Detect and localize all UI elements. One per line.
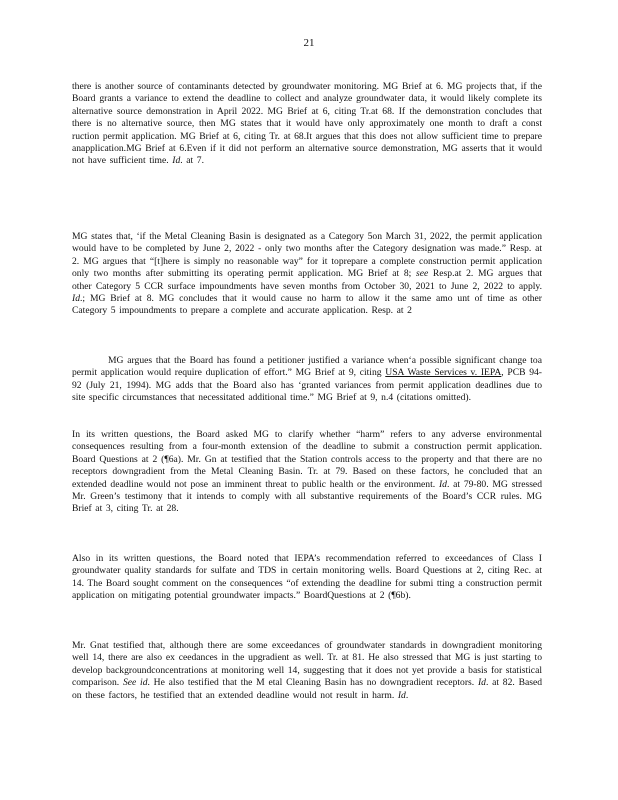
paragraph-text: . at 79-80. MG stressed Mr. Green’s testimony that it intends to comply with all substantive requirements of the Board’s CCR rules. MG Brief at 3, citing Tr. at 28.	[72, 478, 542, 515]
citation-id: Id	[397, 689, 406, 701]
case-citation: USA Waste Services v. IEPA	[385, 367, 502, 379]
paragraph-category-5-timeline	[72, 231, 542, 318]
citation-id: Id	[172, 155, 181, 167]
paragraph-text: Also in its written questions, the Board noted that IEPA’s recommendation referred to exceedances of Class I groundwater quality standards for sulfate and TDS in certain monitoring wells. Board Questions at 2, citing Rec. at 14. The Board sought comment on the consequences “of extending the deadline for submi tting a construction permit application on mitigating potential groundwater impacts.” BoardQuestions at 2 (¶6b).	[72, 553, 542, 602]
citation-id: Id	[72, 293, 80, 305]
paragraph-text: . at 82. Based on these factors, he testified that an extended deadline would not result in harm.	[72, 677, 543, 701]
paragraph-text: .	[405, 689, 409, 701]
page-number: 21	[303, 37, 315, 49]
citation-id: Id	[438, 478, 447, 490]
paragraph-text: . He also testified that the M etal Cleaning Basin has no downgradient receptors.	[147, 677, 478, 689]
paragraph-text: Mr. Gnat testified that, although there are some exceedances of groundwater standards in downgradient monitoring well 14, there are also ex ceedances in the upgradient as well. Tr. at 81. He also stressed that MG is just starting to develop backgroundconcentrations at monitoring well 14, suggesting that it does not yet provide a basis for statistical comparison.	[72, 640, 542, 689]
citation-id: Id	[477, 677, 486, 689]
paragraph-gnat-testimony	[72, 640, 542, 702]
paragraph-groundwater-question	[72, 553, 542, 603]
paragraph-harm-question	[72, 429, 542, 516]
paragraph-board-precedent	[72, 355, 542, 405]
paragraph-text: MG states that, ‘if the Metal Cleaning Basin is designated as a Category 5on March 31, 2022, the permit application would have to be completed by June 2, 2022 - only two months after the Category designation was made.” Resp. at 2. MG argues that “[t]here is simply no reasonable way” for it toprepare a complete construction permit application only two months after submitting its operating permit application. MG Brief at 8;	[72, 231, 542, 280]
paragraph-text: .; MG Brief at 8. MG concludes that it would cause no harm to allow it the same amo unt of time as other Category 5 impoundments to prepare a complete and accurate application. Resp. at 2	[72, 293, 542, 317]
paragraph-text: MG argues that the Board has found a petitioner justified a variance when‘a possible significant change toa permit application would require duplication of effort.” MG Brief at 9, citing	[72, 355, 542, 379]
paragraph-text: there is another source of contaminants detected by groundwater monitoring. MG Brief at 6. MG projects that, if the Board grants a variance to extend the deadline to collect and analyze groundwater data, it would likely complete its alternative source demonstration in April 2022. MG Brief at 6, citing Tr.at 68. If the demonstration concludes that there is no alternative source, then MG states that it would have only approximately one month to draft a const ruction permit application. MG Brief at 6, citing Tr. at 68.It argues that this does not allow sufficient time to prepare anapplication.MG Brief at 6.Even if it did not perform an alternative source demonstration, MG asserts that it would not have sufficient time.	[72, 81, 542, 167]
paragraph-alternative-source	[72, 81, 542, 168]
paragraph-text: Resp.at 2. MG argues that other Category 5 CCR surface impoundments have seven months from October 30, 2021 to June 2, 2022 to apply.	[72, 268, 542, 292]
paragraph-text: , PCB 94-92 (July 21, 1994). MG adds that the Board also has ‘granted variances from permit application deadlines due to site specific circumstances that necessitated additional time.” MG Brief at 9, n.4 (citations omitted).	[72, 367, 542, 404]
paragraph-text: In its written questions, the Board asked MG to clarify whether “harm” refers to any adverse environmental consequences resulting from a four-month extension of the deadline to submit a construction permit application. Board Questions at 2 (¶6a). Mr. Gn at testified that the Station controls access to the property and that there are no receptors downgradient from the Metal Cleaning Basin. Tr. at 79. Based on these factors, he concluded that an extended deadline would not pose an imminent threat to public health or the environment.	[72, 429, 542, 490]
citation-see: see	[415, 268, 429, 280]
citation-see-id: See id	[122, 677, 148, 689]
paragraph-text: . at 7.	[180, 155, 204, 167]
